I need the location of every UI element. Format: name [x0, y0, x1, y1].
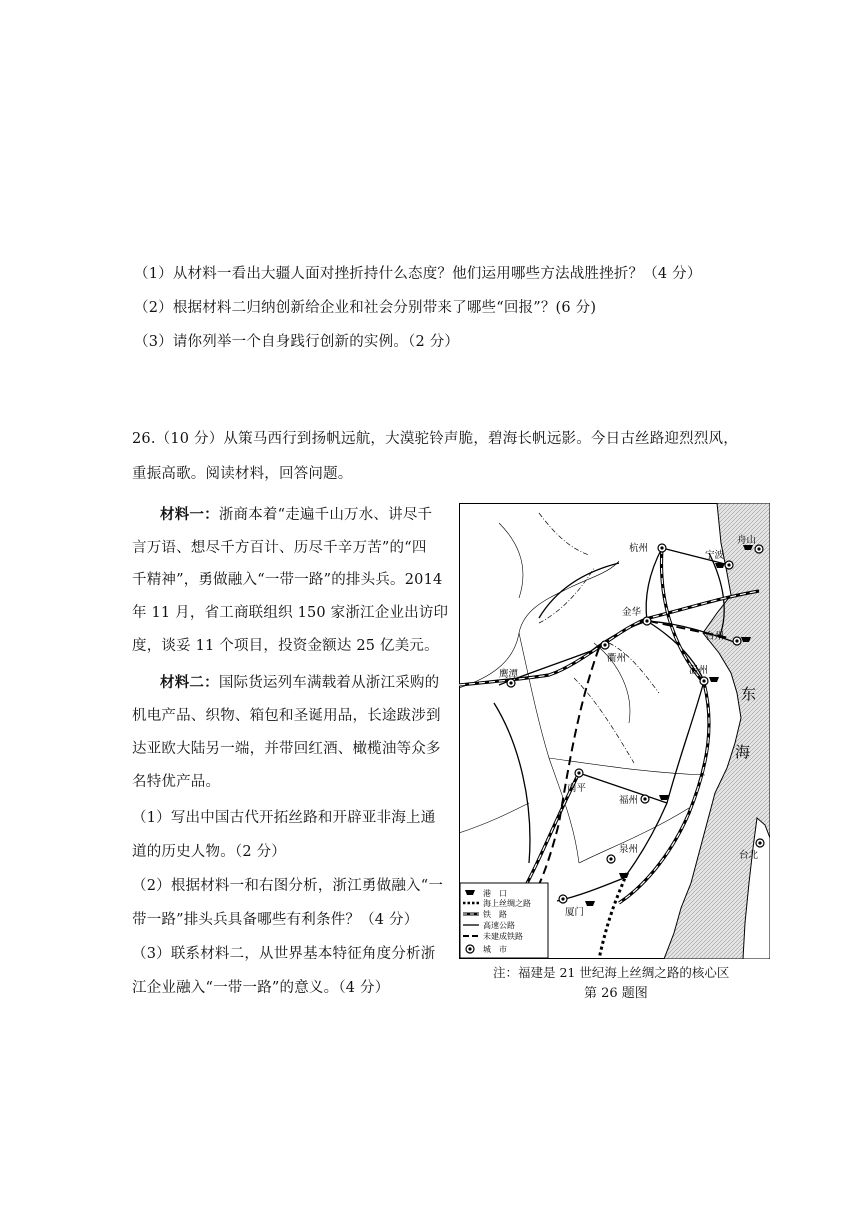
legend-unbuilt-railway: 未建成铁路 — [483, 932, 523, 941]
material-2-line-1 — [160, 671, 439, 692]
map-figure — [459, 503, 770, 959]
city-label-zhoushan: 舟山 — [737, 535, 757, 546]
q26-question-3-line-1: （3）联系材料二，从世界基本特征角度分析浙 — [132, 946, 436, 962]
material-2-line-2: 机电产品、织物、箱包和圣诞用品，长途跋涉到 — [132, 708, 441, 724]
legend-expressway: 高速公路 — [483, 921, 515, 930]
map-note: 注：福建是 21 世纪海上丝绸之路的核心区 — [493, 965, 730, 980]
material-1-line-5: 度，谈妥 11 个项目，投资金额达 25 亿美元。 — [132, 638, 439, 654]
q26-question-2-line-1: （2）根据材料一和右图分析，浙江勇做融入“一 — [132, 878, 444, 894]
q26-question-3-line-2: 江企业融入“一带一路”的意义。（4 分） — [132, 980, 390, 996]
city-label-jinhua: 金华 — [622, 607, 642, 618]
city-label-hangzhou: 杭州 — [629, 543, 649, 554]
legend-port: 港 口 — [483, 889, 507, 898]
material-1-line-1 — [160, 503, 432, 524]
city-label-xiamen: 厦门 — [565, 907, 585, 918]
material-1-text: 浙商本着“走遍千山万水、讲尽千 — [218, 507, 433, 523]
q26-intro-line-2: 重振高歌。阅读材料，回答问题。 — [132, 466, 353, 482]
material-2-text: 国际货运列车满载着从浙江采购的 — [218, 675, 440, 691]
prev-question-2: （2）根据材料二归纳创新给企业和社会分别带来了哪些“回报”？(6 分) — [134, 300, 597, 316]
material-2-line-3: 达亚欧大陆另一端，并带回红酒、橄榄油等众多 — [132, 741, 441, 757]
material-1-line-4: 年 11 月，省工商联组织 150 家浙江企业出访印 — [132, 605, 449, 621]
sea-label-dong: 东 — [741, 685, 757, 703]
sea-label-hai: 海 — [735, 743, 751, 761]
city-label-nanping: 南平 — [567, 783, 587, 794]
q26-question-2-line-2: 带一路”排头兵具备哪些有利条件？（4 分） — [132, 912, 419, 928]
legend-maritime-silk-road: 海上丝绸之路 — [483, 899, 531, 908]
material-2-line-4: 名特优产品。 — [132, 774, 221, 790]
material-2-label: 材料二： — [160, 674, 219, 691]
q26-question-1-line-2: 道的历史人物。（2 分） — [132, 844, 286, 860]
map-svg — [459, 503, 770, 959]
city-label-yingtan: 鹰潭 — [499, 669, 519, 680]
material-1-line-3: 千精神”，勇做融入“一带一路”的排头兵。2014 — [132, 572, 443, 588]
map-legend — [460, 883, 548, 958]
q26-intro-line-1: 26.（10 分）从策马西行到扬帆远航，大漠驼铃声脆，碧海长帆远影。今日古丝路迎烈烈风， — [132, 431, 738, 447]
city-label-quzhou: 衢州 — [607, 653, 627, 664]
city-label-taipei: 台北 — [739, 850, 759, 861]
material-1-line-2: 言万语、想尽千方百计、历尽千辛万苦”的“四 — [132, 540, 427, 556]
material-1-label: 材料一： — [160, 506, 219, 523]
city-label-quanzhou: 泉州 — [619, 844, 639, 855]
legend-railway: 铁 路 — [483, 910, 507, 919]
figure-label: 第 26 题图 — [584, 986, 648, 1001]
city-label-fuzhou: 福州 — [619, 795, 639, 806]
q26-question-1-line-1: （1）写出中国古代开拓丝路和开辟亚非海上通 — [132, 810, 436, 826]
prev-question-1: （1）从材料一看出大疆人面对挫折持什么态度？他们运用哪些方法战胜挫折？（4 分） — [134, 266, 702, 282]
city-label-taizhou: 台州 — [705, 631, 725, 642]
city-label-wenzhou: 温州 — [689, 665, 709, 676]
city-label-ningbo: 宁波 — [705, 550, 725, 561]
legend-city: 城 市 — [483, 945, 507, 954]
prev-question-3: （3）请你列举一个自身践行创新的实例。（2 分） — [134, 334, 460, 350]
